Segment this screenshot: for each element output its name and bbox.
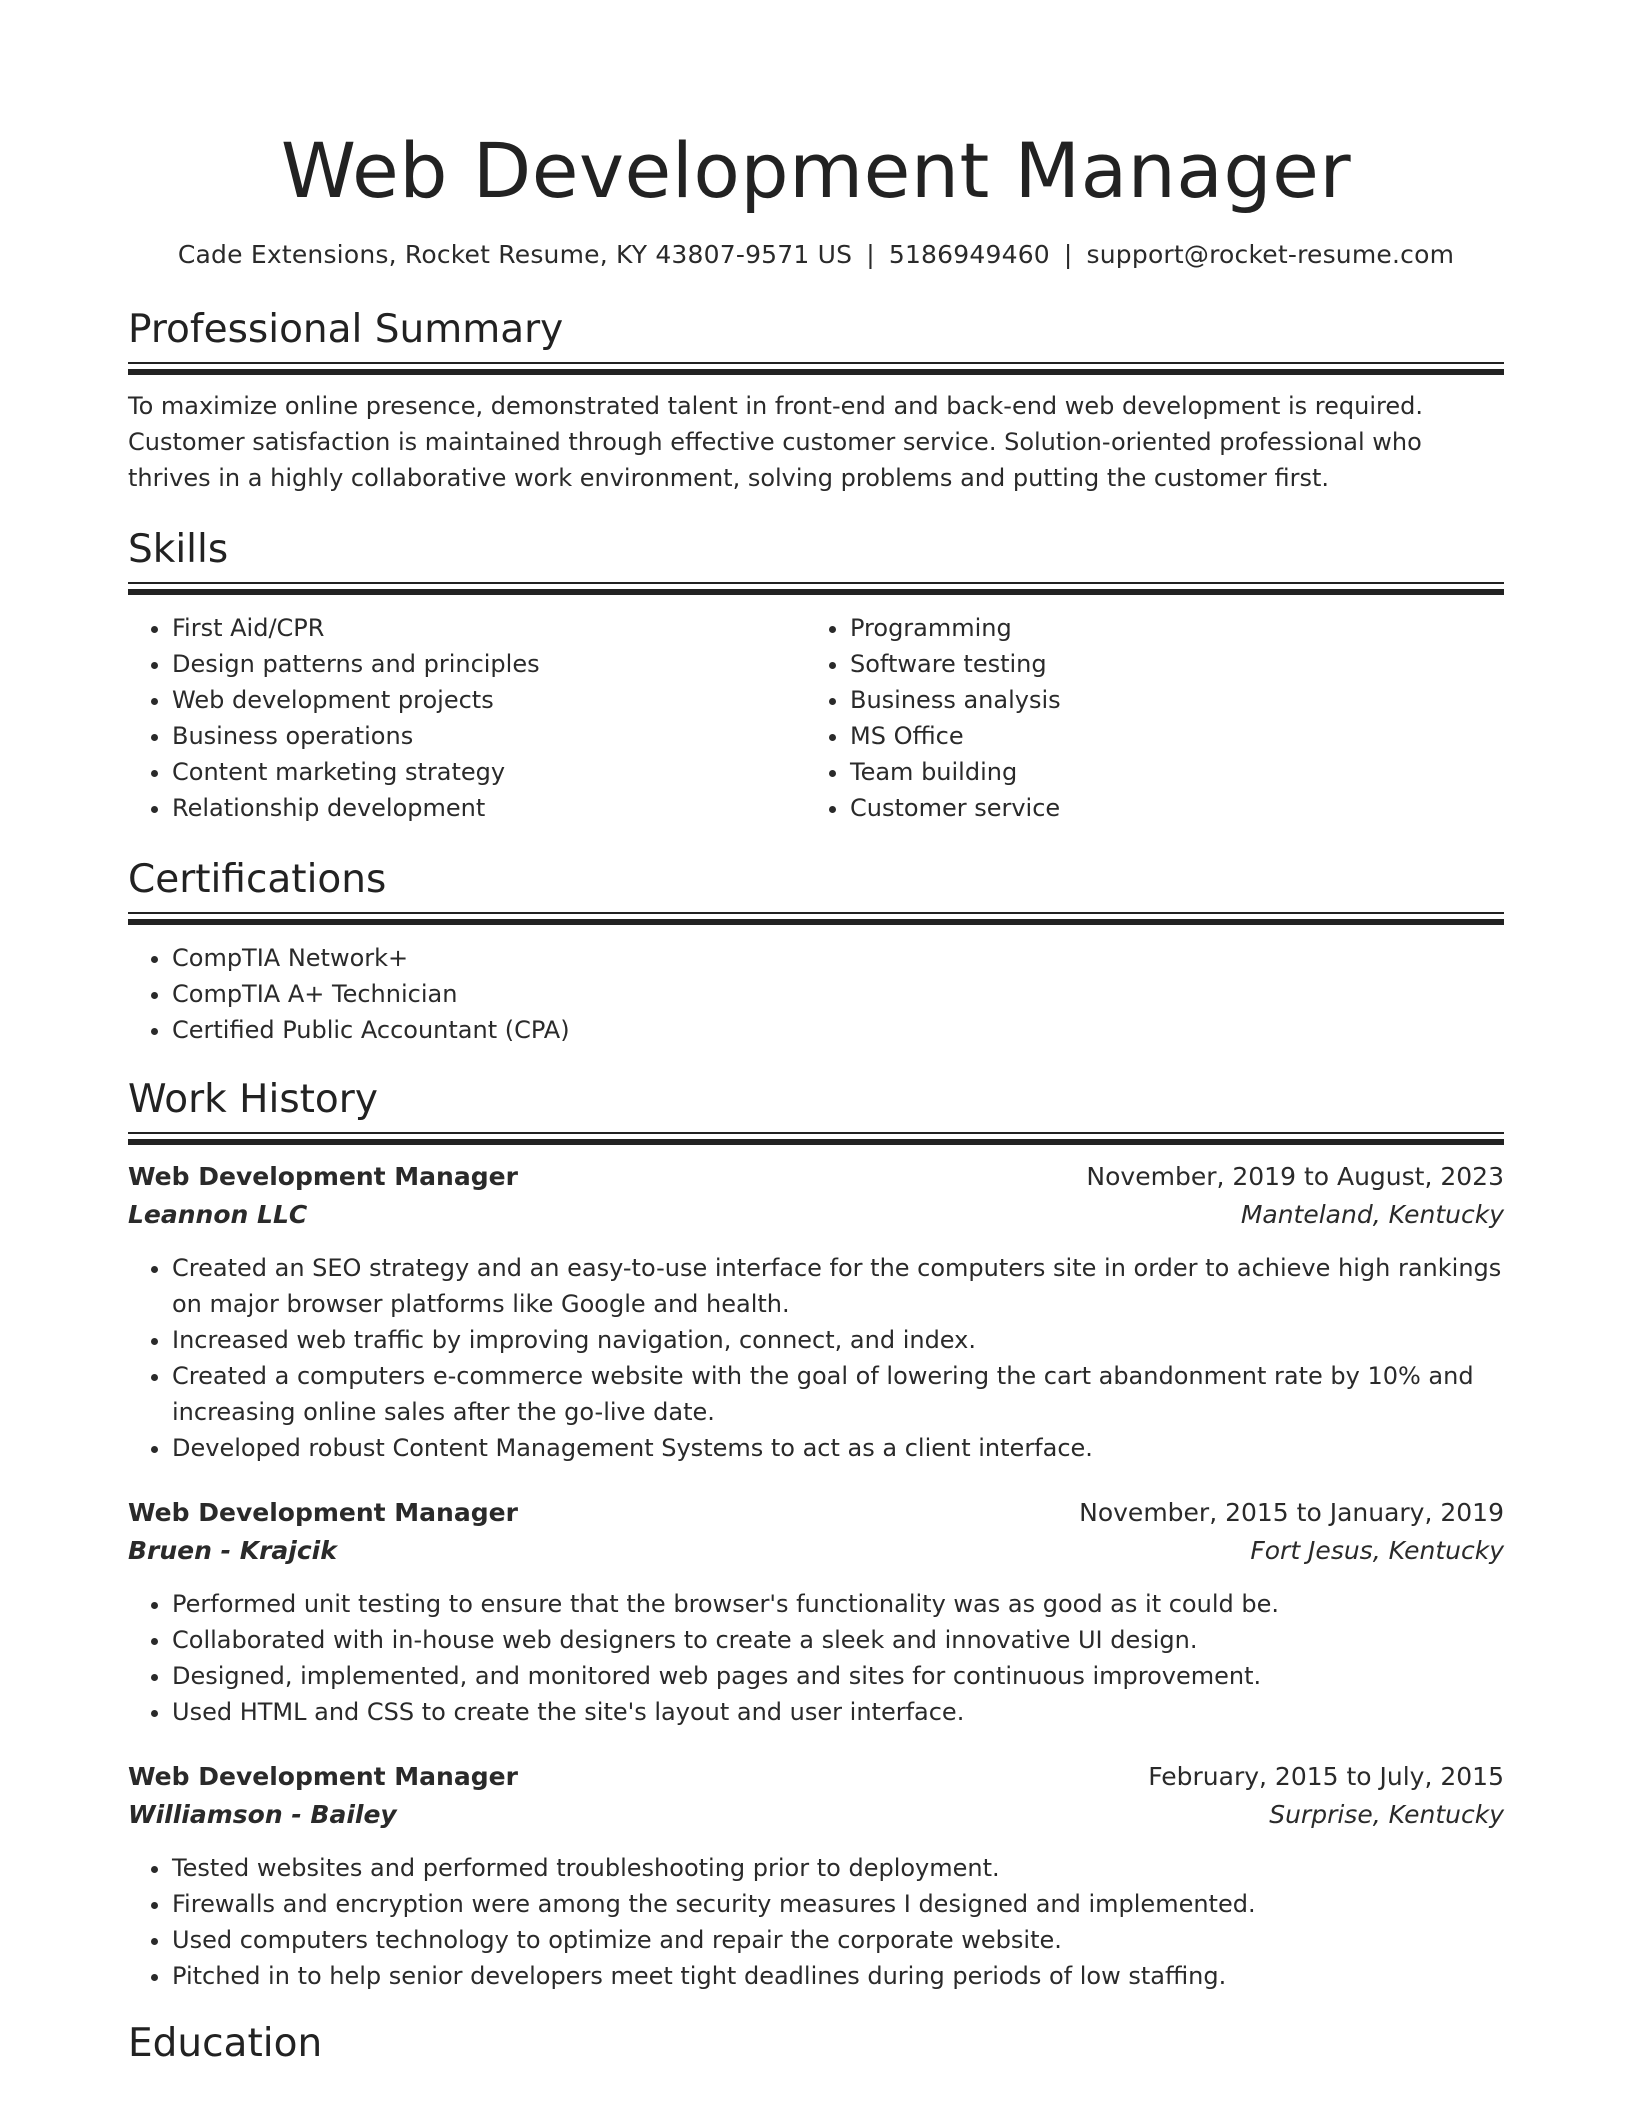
job-bullet: • Created a computers e-commerce website with the goal of lowering the cart abandonment rate by 10% and increasing online sales after the go-live date. [172,1358,1504,1430]
skill-item: • Content marketing strategy [172,754,806,790]
contact-line [128,238,1504,272]
resume-name: Web Development Manager [280,126,1352,215]
summary-section [128,306,1504,496]
education-title: Education [128,2021,323,2066]
section-divider [128,362,1504,376]
skills-title: Skills [128,527,229,572]
skill-item: • Programming [850,610,1484,646]
skills-section [128,526,1504,826]
job-bullet: • Developed robust Content Management Systems to act as a client interface. [172,1430,1504,1466]
certification-item: • CompTIA Network+ [172,940,1504,976]
skill-item: • Business analysis [850,682,1484,718]
certification-item: • CompTIA A+ Technician [172,976,1504,1012]
contact-separator: | [866,240,875,269]
skill-item: • MS Office [850,718,1484,754]
certifications-title: Certifications [128,857,387,902]
job-company: Williamson - Bailey [128,1800,397,1829]
job-bullets [128,1850,1504,1994]
job-dates: February, 2015 to July, 2015 [1148,1762,1504,1791]
skills-list-left [128,610,806,826]
work-history-section [128,1076,1504,1994]
summary-text: To maximize online presence, demonstrated talent in front-end and back-end web development is required. Customer satisfaction is maintained through effective customer service. Solution-oriented professional who thrives in a highly collaborative work environment, solving problems and putting the customer first. [128,392,1423,492]
resume-page [128,0,1504,2068]
job-header [128,1494,1504,1532]
skill-item: • Web development projects [172,682,806,718]
skill-item: • Business operations [172,718,806,754]
certifications-section [128,856,1504,1048]
job-bullet: • Increased web traffic by improving navigation, connect, and index. [172,1322,1504,1358]
work-history-title: Work History [128,1077,378,1122]
job-bullet: • Designed, implemented, and monitored web pages and sites for continuous improvement. [172,1658,1504,1694]
skills-grid [128,610,1504,826]
certifications-list [128,940,1504,1048]
skills-list-right [806,610,1484,826]
job-bullet: • Firewalls and encryption were among the security measures I designed and implemented. [172,1886,1504,1922]
job-bullets [128,1586,1504,1730]
job-bullet: • Used computers technology to optimize and repair the corporate website. [172,1922,1504,1958]
job-subheader [128,1532,1504,1570]
skill-item: • First Aid/CPR [172,610,806,646]
skill-item: • Software testing [850,646,1484,682]
job-bullet: • Tested websites and performed troubleshooting prior to deployment. [172,1850,1504,1886]
job-bullet: • Used HTML and CSS to create the site's layout and user interface. [172,1694,1504,1730]
job-title: Web Development Manager [128,1498,518,1527]
skill-item: • Team building [850,754,1484,790]
section-divider [128,912,1504,926]
education-section [128,2020,1504,2068]
job-company: Bruen - Krajcik [128,1536,337,1565]
job-dates: November, 2019 to August, 2023 [1086,1162,1504,1191]
job-bullet: • Collaborated with in-house web designers to create a sleek and innovative UI design. [172,1622,1504,1658]
job-header [128,1158,1504,1196]
job-title: Web Development Manager [128,1162,518,1191]
job-title: Web Development Manager [128,1762,518,1791]
certification-item: • Certified Public Accountant (CPA) [172,1012,1504,1048]
skill-item: • Relationship development [172,790,806,826]
skill-item: • Customer service [850,790,1484,826]
job-subheader [128,1796,1504,1834]
job-dates: November, 2015 to January, 2019 [1079,1498,1504,1527]
skill-item: • Design patterns and principles [172,646,806,682]
contact-email: support@rocket-resume.com [1086,240,1455,269]
job-entry [128,1494,1504,1730]
job-entry [128,1758,1504,1994]
job-location: Manteland, Kentucky [1240,1200,1504,1229]
summary-title: Professional Summary [128,307,564,352]
contact-separator: | [1063,240,1073,269]
contact-address: Cade Extensions, Rocket Resume, KY 43807-9571 US [177,240,853,269]
job-bullets [128,1250,1504,1466]
job-entry [128,1158,1504,1466]
skills-column-left [128,610,806,826]
job-location: Fort Jesus, Kentucky [1250,1536,1504,1565]
job-subheader [128,1196,1504,1234]
section-divider [128,1132,1504,1146]
job-bullet: • Performed unit testing to ensure that the browser's functionality was as good as it could be. [172,1586,1504,1622]
section-divider [128,582,1504,596]
job-bullet: • Pitched in to help senior developers meet tight deadlines during periods of low staffing. [172,1958,1504,1994]
job-location: Surprise, Kentucky [1269,1800,1504,1829]
job-company: Leannon LLC [128,1200,308,1229]
contact-phone: 5186949460 [888,240,1050,269]
skills-column-right [806,610,1484,826]
job-bullet: • Created an SEO strategy and an easy-to-use interface for the computers site in order to achieve high rankings on major browser platforms like Google and health. [172,1250,1504,1322]
job-header [128,1758,1504,1796]
